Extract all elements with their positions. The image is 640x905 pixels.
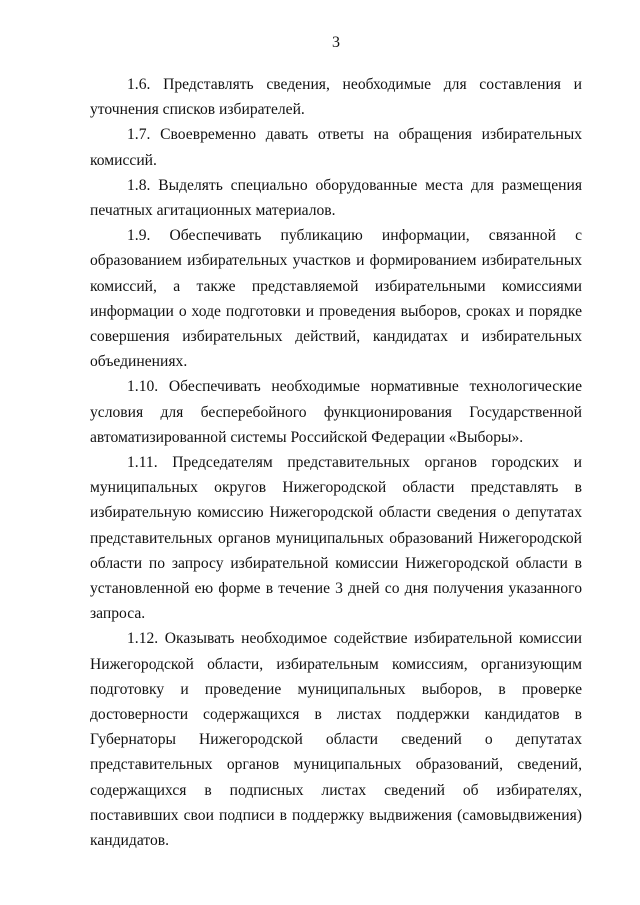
paragraph-1-9: 1.9. Обеспечивать публикацию информации, связанной с образованием избирательных участков и формированием избирательных комиссий, а также представляемой избирательными комиссиями информации о ходе подготовки и проведения выборов, сроках и порядке совершения избирательных действий, кандидатах и избирательных объединениях. (90, 227, 582, 371)
paragraph-1-12: 1.12. Оказывать необходимое содействие избирательной комиссии Нижегородской области, избирательным комиссиям, организующим подготовку и проведение муниципальных выборов, в проверке достоверности содержащихся в листах поддержки кандидатов в Губернаторы Нижегородской области сведений о депутатах представительных органов муниципальных образований, сведений, содержащихся в подписных листах сведений об избирателях, поставивших свои подписи в поддержку выдвижения (самовыдвижения) кандидатов. (90, 630, 582, 850)
paragraph-1-6: 1.6. Представлять сведения, необходимые для составления и уточнения списков избирателей. (90, 76, 582, 119)
paragraph-1-7: 1.7. Своевременно давать ответы на обращения избирательных комиссий. (90, 126, 582, 169)
paragraph-1-11: 1.11. Председателям представительных органов городских и муниципальных округов Нижегородской области представлять в избирательную комиссию Нижегородской области сведения о депутатах представительных органов муниципальных образований Нижегородской области по запросу избирательной комиссии Нижегородской области в установленной ею форме в течение 3 дней со дня получения указанного запроса. (90, 454, 582, 623)
document-body (90, 72, 582, 853)
page-number: 3 (332, 34, 340, 51)
paragraph-1-8: 1.8. Выделять специально оборудованные места для размещения печатных агитационных материалов. (90, 176, 582, 220)
paragraph-1-10: 1.10. Обеспечивать необходимые нормативные технологические условия для бесперебойного функционирования Государственной автоматизированной системы Российской Федерации «Выборы». (90, 378, 582, 446)
